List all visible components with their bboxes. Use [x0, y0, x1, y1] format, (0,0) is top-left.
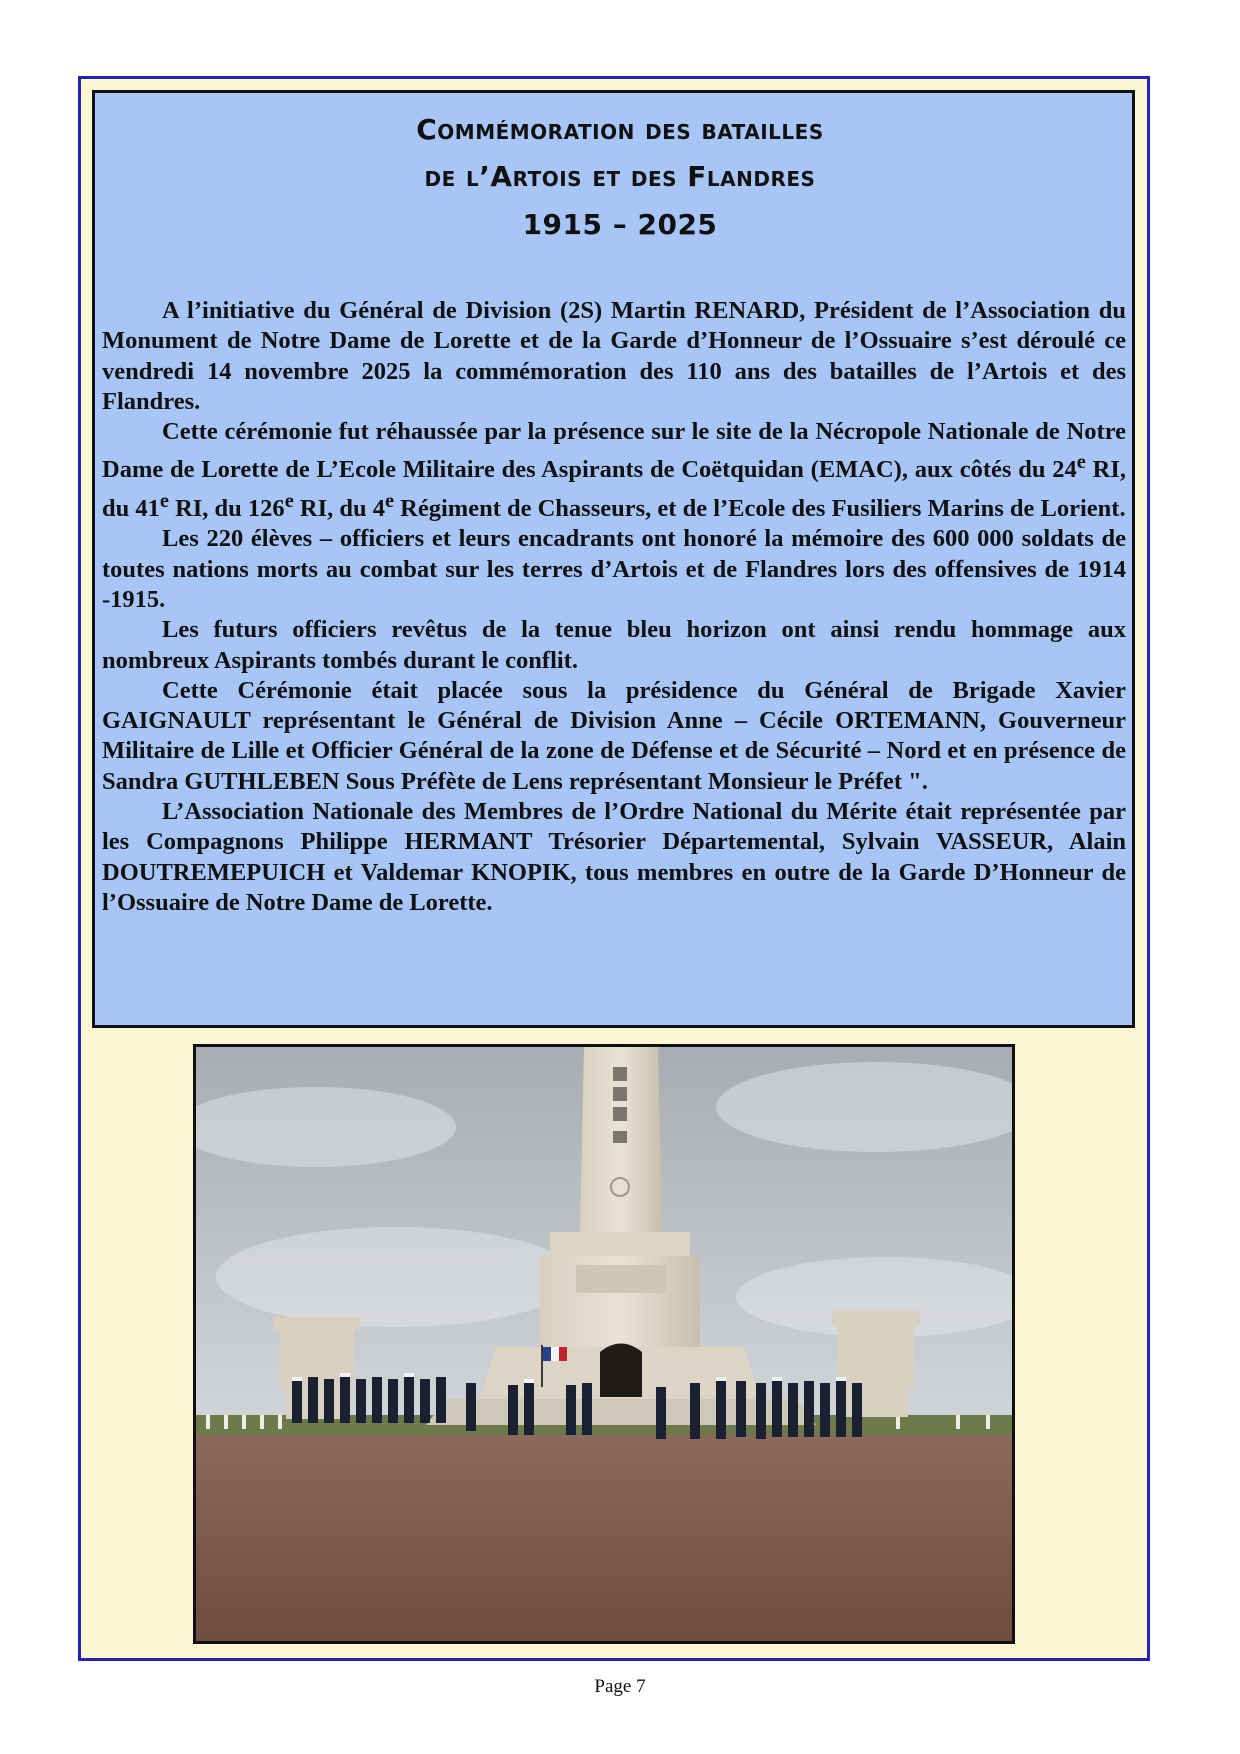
- tower-base-upper: [550, 1232, 690, 1256]
- superscript: e: [1076, 451, 1086, 474]
- inscription-plaque: [576, 1265, 666, 1293]
- title-years: 1915 – 2025: [522, 208, 718, 241]
- paragraph-4: Les futurs officiers revêtus de la tenue bleu horizon ont ainsi rendu hommage aux nombreux Aspirants tombés durant le conflit.: [102, 616, 1126, 674]
- ceremony-photo-illustration: [196, 1047, 1012, 1641]
- superscript: e: [284, 489, 294, 512]
- article-body: [102, 296, 1126, 918]
- superscript: e: [159, 489, 169, 512]
- paragraph-2: [102, 417, 1126, 524]
- paragraph-2-text: Cette cérémonie fut réhaussée par la présence sur le site de la Nécropole Nationale de Notre Dame de Lorette de L’Ecole Militaire des Aspirants de Coëtquidan (EMAC), aux côtés du 24: [102, 418, 1126, 484]
- esplanade: [196, 1435, 1012, 1641]
- superscript: e: [384, 489, 395, 512]
- page-number: Page 7: [594, 1676, 646, 1697]
- ceremony-photo: [193, 1044, 1015, 1644]
- title-line-1: Commémoration des batailles: [416, 113, 824, 146]
- paragraph-5: Cette Cérémonie était placée sous la présidence du Général de Brigade Xavier GAIGNAULT représentant le Général de Division Anne – Cécile ORTEMANN, Gouverneur Militaire de Lille et Officier Général de la zone de Défense et de Sécurité – Nord et en présence de Sandra GUTHLEBEN Sous Préfète de Lens représentant Monsieur le Préfet ".: [102, 676, 1126, 795]
- title-line-2: de l’Artois et des Flandres: [424, 160, 816, 193]
- paragraph-2-text: Régiment de Chasseurs, et de l’Ecole des Fusiliers Marins de Lorient.: [394, 495, 1126, 523]
- paragraph-1: A l’initiative du Général de Division (2S) Martin RENARD, Président de l’Association du Monument de Notre Dame de Lorette et de la Garde d’Honneur de l’Ossuaire s’est déroulé ce vendredi 14 novembre 2025 la commémoration des 110 ans des batailles de l’Artois et des Flandres.: [102, 297, 1126, 415]
- paragraph-2-text: RI, du 41: [102, 456, 1127, 523]
- paragraph-2-text: RI, du 4: [293, 495, 385, 523]
- paragraph-6: L’Association Nationale des Membres de l’Ordre National du Mérite était représentée par les Compagnons Philippe HERMANT Trésorier Départemental, Sylvain VASSEUR, Alain DOUTREMEPUICH et Valdemar KNOPIK, tous membres en outre de la Garde D’Honneur de l’Ossuaire de Notre Dame de Lorette.: [102, 798, 1126, 916]
- paragraph-3: Les 220 élèves – officiers et leurs encadrants ont honoré la mémoire des 600 000 soldats de toutes nations morts au combat sur les terres d’Artois et de Flandres lors des offensives de 1914 -1915.: [102, 525, 1126, 613]
- chapel-doorway: [600, 1344, 642, 1398]
- paragraph-2-text: RI, du 126: [168, 495, 285, 523]
